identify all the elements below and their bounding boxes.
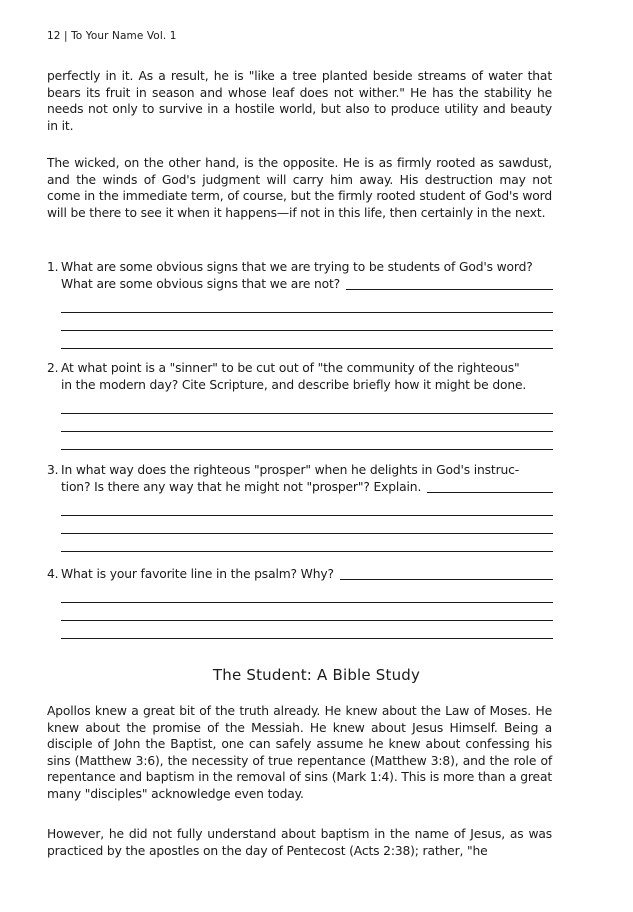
question-text: tion? Is there any way that he might not "prosper"? Explain. bbox=[61, 480, 422, 494]
question-text: What are some obvious signs that we are not? bbox=[61, 277, 341, 291]
answer-line[interactable] bbox=[61, 313, 553, 331]
question-text: What are some obvious signs that we are trying to be students of God's word? bbox=[61, 260, 533, 274]
study-paragraph: Apollos knew a great bit of the truth already. He knew about the Law of Moses. He knew about the promise of the Messiah. He knew about Jesus Himself. Being a disciple of John the Baptist, one can safely assume he knew about confessing his sins (Matthew 3:6), the necessity of true repentance (Matthew 3:8), and the role of repentance and baptism in the removal of sins (Mark 1:4). This is more than a great many "disciples" acknowledge even today. bbox=[47, 704, 552, 801]
question-text: in the modern day? Cite Scripture, and describe briefly how it might be done. bbox=[61, 378, 527, 392]
answer-line[interactable] bbox=[61, 498, 553, 516]
question-number: 3. bbox=[47, 463, 59, 477]
body-paragraph: The wicked, on the other hand, is the opposite. He is as firmly rooted as sawdust, and the winds of God's judgment will carry him away. His destruction may not come in the immediate term, of course, but the firmly rooted student of God's word will be there to see it when it happens—if not in this life, then certainly in the next. bbox=[47, 156, 552, 220]
body-paragraph: perfectly in it. As a result, he is "like a tree planted beside streams of water that bears its fruit in season and whose leaf does not wither." He has the stability he needs not only to survive in a hostile world, but also to produce utility and beauty in it. bbox=[47, 69, 552, 133]
question-number: 2. bbox=[47, 361, 59, 375]
answer-line[interactable] bbox=[61, 414, 553, 432]
question-1 bbox=[47, 259, 553, 349]
answer-lines[interactable] bbox=[61, 295, 553, 349]
answer-line[interactable] bbox=[61, 516, 553, 534]
answer-line[interactable] bbox=[61, 396, 553, 414]
answer-line[interactable] bbox=[61, 295, 553, 313]
section-title: The Student: A Bible Study bbox=[212, 666, 421, 684]
answer-lines[interactable] bbox=[61, 585, 553, 639]
question-number: 1. bbox=[47, 260, 59, 274]
question-number: 4. bbox=[47, 567, 59, 581]
question-4 bbox=[47, 566, 553, 639]
question-text: In what way does the righteous "prosper" when he delights in God's instruc- bbox=[61, 463, 520, 477]
answer-lines[interactable] bbox=[61, 498, 553, 552]
answer-lines[interactable] bbox=[61, 396, 553, 450]
question-text: At what point is a "sinner" to be cut out of "the community of the righteous" bbox=[61, 361, 520, 375]
question-2 bbox=[47, 360, 553, 450]
study-paragraph: However, he did not fully understand about baptism in the name of Jesus, as was practiced by the apostles on the day of Pentecost (Acts 2:38); rather, "he bbox=[47, 827, 552, 858]
answer-blank[interactable] bbox=[427, 492, 553, 493]
question-3 bbox=[47, 462, 553, 552]
answer-blank[interactable] bbox=[340, 579, 553, 580]
answer-line[interactable] bbox=[61, 534, 553, 552]
answer-line[interactable] bbox=[61, 621, 553, 639]
answer-line[interactable] bbox=[61, 603, 553, 621]
answer-line[interactable] bbox=[61, 331, 553, 349]
answer-blank[interactable] bbox=[346, 289, 553, 290]
running-head: 12 | To Your Name Vol. 1 bbox=[47, 30, 177, 42]
question-text: What is your favorite line in the psalm? Why? bbox=[61, 567, 334, 581]
answer-line[interactable] bbox=[61, 432, 553, 450]
answer-line[interactable] bbox=[61, 585, 553, 603]
